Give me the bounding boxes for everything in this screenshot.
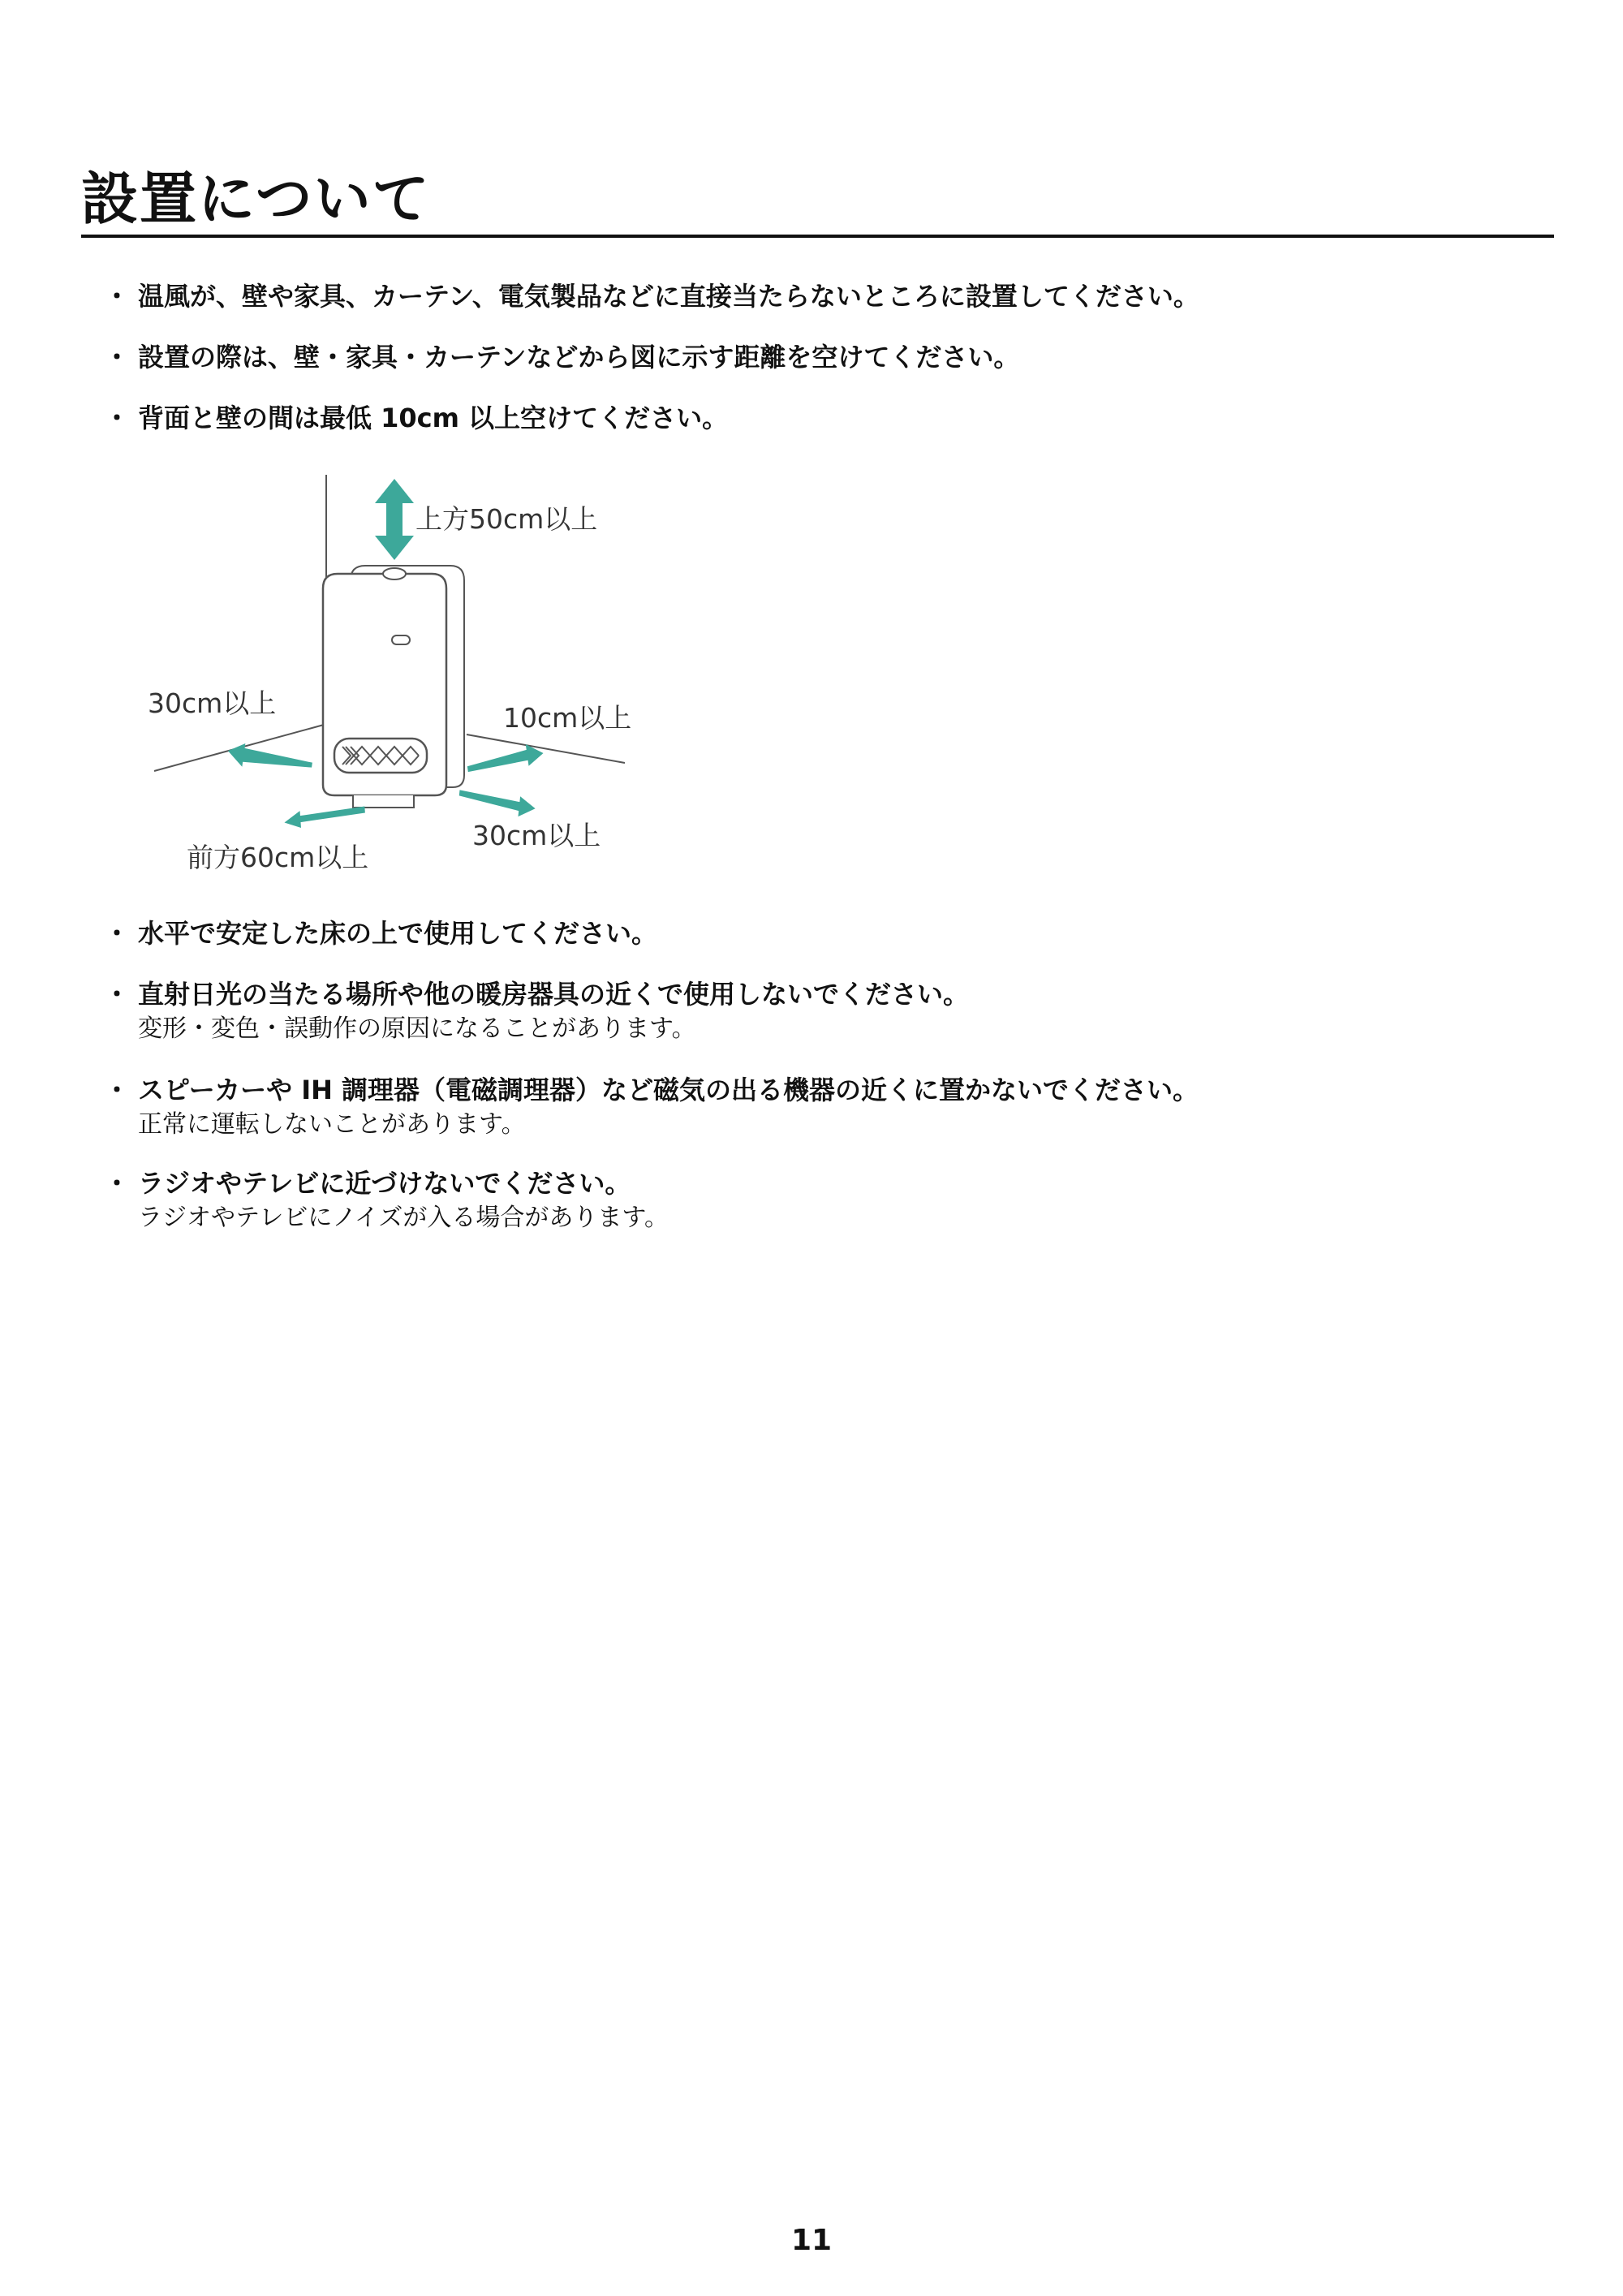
list-item (104, 278, 1548, 338)
list-item-text: 設置の際は、壁・家具・カーテンなどから図に示す距離を空けてください。 (138, 342, 1020, 373)
list-item (104, 915, 1548, 976)
front-clearance-arrow (284, 807, 366, 829)
bullet-marker: ・ (104, 1075, 131, 1105)
top-clearance-arrow (375, 479, 414, 560)
list-item-text: スピーカーや IH 調理器（電磁調理器）など磁気の出る機器の近くに置かないでください。 (138, 1075, 1199, 1105)
top-knob (383, 568, 406, 579)
title-divider (81, 235, 1554, 238)
heater-base (353, 795, 414, 808)
list-item-subtext: ラジオやテレビにノイズが入る場合があります。 (138, 1204, 669, 1232)
air-outlet-grille (334, 739, 427, 773)
clearance-diagram (146, 475, 649, 881)
front-right-clearance-arrow (458, 790, 536, 818)
usage-notes-list (104, 915, 1548, 1246)
list-item-text: 直射日光の当たる場所や他の暖房器具の近くで使用しないでください。 (138, 979, 970, 1010)
indicator-light (392, 635, 410, 644)
back-clearance-label: 10cm以上 (503, 702, 632, 734)
left-clearance-arrow (226, 741, 314, 776)
list-item-subtext: 変形・変色・誤動作の原因になることがあります。 (138, 1014, 696, 1043)
floor-line-right (467, 734, 625, 763)
list-item (104, 1071, 1548, 1165)
list-item-text: 水平で安定した床の上で使用してください。 (138, 918, 658, 949)
list-item-text: 背面と壁の間は最低 10cm 以上空けてください。 (138, 403, 729, 433)
list-item (104, 399, 1548, 460)
list-item-text: ラジオやテレビに近づけないでください。 (138, 1168, 631, 1199)
bullet-marker: ・ (104, 281, 131, 312)
side-clearance-label: 30cm以上 (472, 820, 601, 851)
page-number: 11 (790, 2224, 833, 2257)
list-item-text: 温風が、壁や家具、カーテン、電気製品などに直接当たらないところに設置してください。 (138, 281, 1199, 312)
list-item (104, 338, 1548, 399)
bullet-marker: ・ (104, 342, 131, 373)
front-clearance-label: 前方60cm以上 (187, 842, 369, 873)
bullet-marker: ・ (104, 403, 131, 433)
list-item-subtext: 正常に運転しないことがあります。 (138, 1110, 526, 1139)
installation-notes-list (104, 278, 1548, 460)
bullet-marker: ・ (104, 918, 131, 949)
bullet-marker: ・ (104, 1168, 131, 1199)
bullet-marker: ・ (104, 979, 131, 1010)
list-item (104, 1165, 1548, 1246)
list-item (104, 976, 1548, 1071)
top-clearance-label: 上方50cm以上 (415, 503, 598, 535)
page-title: 設置について (81, 166, 431, 232)
left-clearance-label: 30cm以上 (148, 687, 277, 719)
